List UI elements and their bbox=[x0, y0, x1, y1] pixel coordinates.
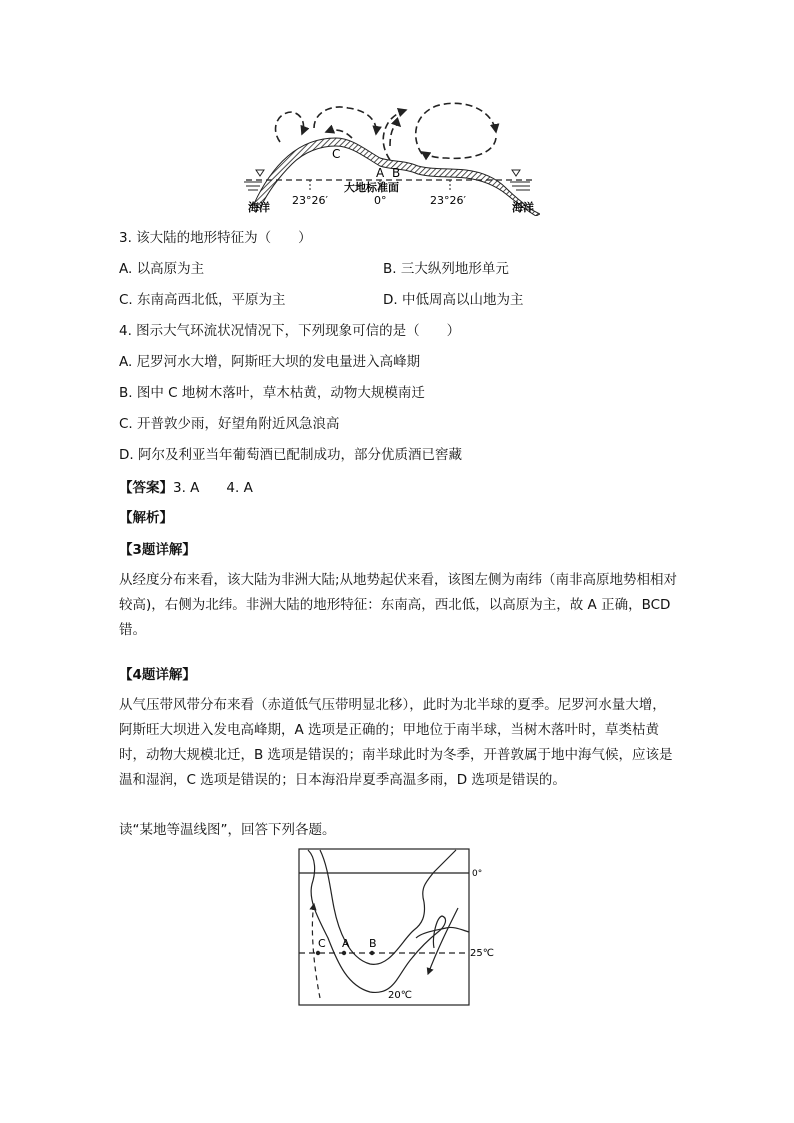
section-intro: 读“某地等温线图”，回答下列各题。 bbox=[119, 822, 336, 838]
label-c: C bbox=[332, 147, 341, 161]
q4-stem: 4. 图示大气环流状况情况下，下列现象可信的是（ ） bbox=[119, 323, 461, 339]
point-b bbox=[370, 951, 374, 955]
label-datum: 大地标准面 bbox=[344, 181, 399, 194]
map-label-25: 25℃ bbox=[470, 948, 494, 959]
circulation-cross-section-figure bbox=[240, 98, 540, 216]
map-label-b: B bbox=[369, 937, 377, 950]
isotherm-20-curve bbox=[308, 850, 445, 992]
answer-line bbox=[119, 478, 253, 498]
answer-label: 【答案】 bbox=[119, 480, 173, 496]
point-a bbox=[342, 951, 346, 955]
analysis-label: 【解析】 bbox=[119, 510, 173, 526]
map-label-zero: 0° bbox=[472, 869, 483, 879]
map-label-a: A bbox=[342, 937, 350, 950]
isotherm-25-curve bbox=[320, 850, 456, 964]
q4-detail-text: 从气压带风带分布来看（赤道低气压带明显北移），此时为北半球的夏季。尼罗河水量大增，阿斯旺大坝进入发电高峰期，A 选项是正确的；甲地位于南半球，当树木落叶时，草类枯黄时，动物大规模北迁，B 选项是错误的；南半球此时为冬季，开普敦属于地中海气候，应该是温和湿润，C 选项是错误的；日本海沿岸夏季高温多雨，D 选项是错误的。 bbox=[119, 697, 673, 788]
label-lat-mid: 0° bbox=[374, 194, 387, 207]
q4-detail-label: 【4题详解】 bbox=[119, 667, 196, 683]
isotherm-map-figure bbox=[298, 848, 498, 1008]
q3-option-c: C. 东南高西北低，平原为主 bbox=[119, 292, 286, 308]
label-a: A bbox=[376, 166, 385, 180]
label-b: B bbox=[392, 166, 401, 180]
label-ocean-left: 海洋 bbox=[248, 201, 270, 214]
q3-option-d: D. 中低周高以山地为主 bbox=[383, 292, 524, 308]
label-lat-left: 23°26′ bbox=[292, 194, 328, 207]
label-ocean-right: 海洋 bbox=[512, 201, 534, 214]
q3-option-b: B. 三大纵列地形单元 bbox=[383, 261, 509, 277]
answer-text: 3. A 4. A bbox=[173, 480, 253, 496]
q4-option-a: A. 尼罗河水大增，阿斯旺大坝的发电量进入高峰期 bbox=[119, 354, 421, 370]
q4-option-b: B. 图中 C 地树木落叶，草木枯黄，动物大规模南迁 bbox=[119, 385, 425, 401]
q3-stem: 3. 该大陆的地形特征为（ ） bbox=[119, 230, 312, 246]
q3-option-a: A. 以高原为主 bbox=[119, 261, 205, 277]
label-lat-right: 23°26′ bbox=[430, 194, 466, 207]
map-label-c: C bbox=[318, 937, 326, 950]
q4-option-d: D. 阿尔及利亚当年葡萄酒已配制成功，部分优质酒已窖藏 bbox=[119, 447, 462, 463]
current-arrow-right bbox=[428, 908, 458, 974]
point-c bbox=[316, 951, 320, 955]
q3-detail-label: 【3题详解】 bbox=[119, 542, 196, 558]
map-label-20: 20℃ bbox=[388, 990, 412, 1001]
q3-detail-text: 从经度分布来看，该大陆为非洲大陆;从地势起伏来看，该图左侧为南纬（南非高原地势相相对较高)，右侧为北纬。非洲大陆的地形特征：东南高，西北低，以高原为主，故 A 正确，BCD 错。 bbox=[119, 572, 678, 638]
q4-option-c: C. 开普敦少雨，好望角附近风急浪高 bbox=[119, 416, 340, 432]
